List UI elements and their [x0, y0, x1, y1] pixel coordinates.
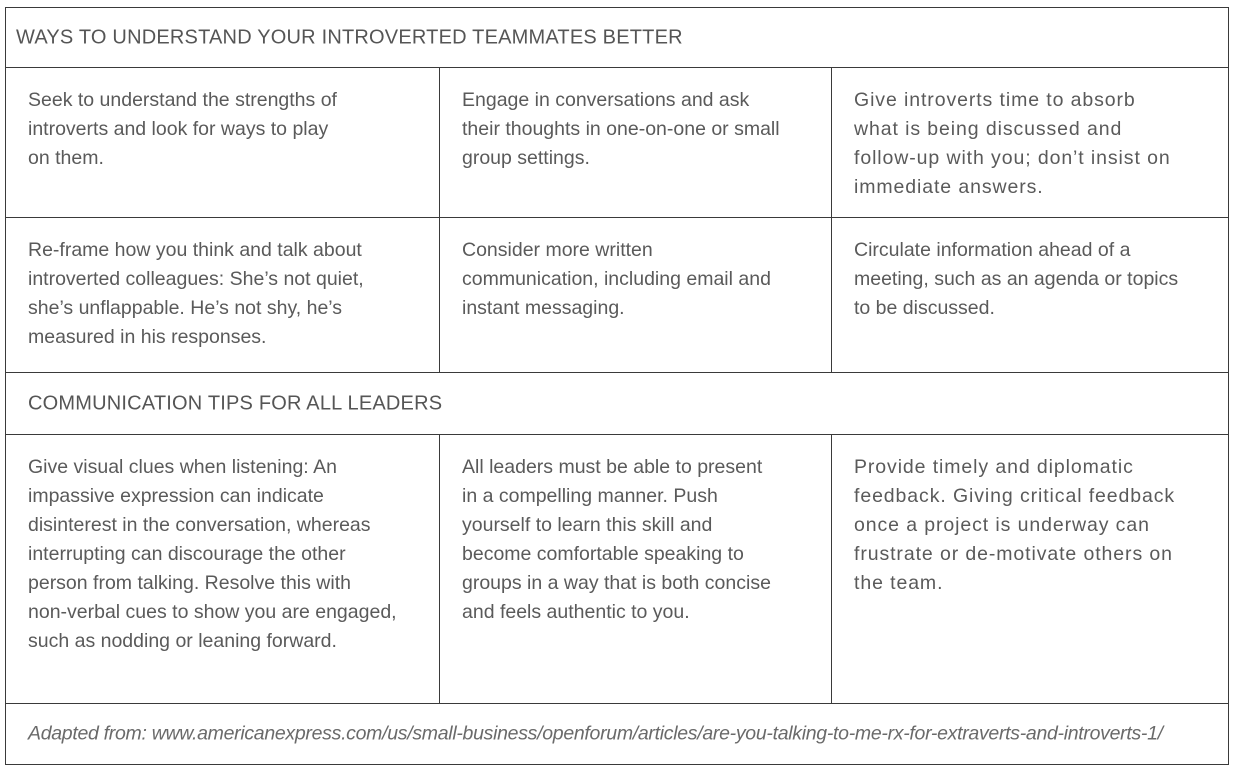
section2-title: COMMUNICATION TIPS FOR ALL LEADERS: [28, 392, 443, 415]
tip-text: All leaders must be able to present in a compelling manner. Push yourself to learn this skill and become comfortable speaking to groups in a way that is both concise and feels authentic to you.: [462, 456, 771, 623]
table-cell: [439, 68, 831, 217]
tip-text: Provide timely and diplomatic feedback. Giving critical feedback once a project is underway can frustrate or de-motivate others on the team.: [854, 456, 1176, 594]
tip-text: Circulate information ahead of a meeting, such as an agenda or topics to be discussed.: [854, 239, 1179, 319]
tip-text: Engage in conversations and ask their thoughts in one-on-one or small group settings.: [462, 89, 780, 169]
tip-text: Give introverts time to absorb what is being discussed and follow-up with you; don’t insist on immediate answers.: [854, 89, 1171, 198]
table-cell: [6, 435, 439, 704]
section1-row-1: [6, 67, 1228, 217]
table-cell: [831, 218, 1228, 372]
table-cell: [439, 218, 831, 372]
section1-row-2: [6, 217, 1228, 372]
section2-header: [6, 372, 1228, 435]
table-cell: [439, 435, 831, 704]
section1-header: [6, 8, 1228, 68]
section2-row: [6, 434, 1228, 704]
table-cell: [831, 68, 1228, 217]
table-cell: [6, 218, 439, 372]
tip-text: Seek to understand the strengths of introverts and look for ways to play on them.: [28, 89, 337, 169]
tips-table: [5, 7, 1229, 765]
tip-text: Consider more written communication, including email and instant messaging.: [462, 239, 771, 319]
source-citation: Adapted from: www.americanexpress.com/us/small-business/openforum/articles/are-you-talking-to-me-rx-for-extraverts-and-introverts-1/: [28, 722, 1163, 745]
tip-text: Re-frame how you think and talk about introverted colleagues: She’s not quiet, she’s unflappable. He’s not shy, he’s measured in his responses.: [28, 239, 364, 348]
table-cell: [831, 435, 1228, 704]
section1-title: WAYS TO UNDERSTAND YOUR INTROVERTED TEAMMATES BETTER: [16, 26, 683, 49]
footer: [6, 703, 1228, 764]
tip-text: Give visual clues when listening: An impassive expression can indicate disinterest in the conversation, whereas interrupting can discourage the other person from talking. Resolve this with non-verbal cues to show you are engaged, such as nodding or leaning forward.: [28, 456, 397, 652]
table-cell: [6, 68, 439, 217]
